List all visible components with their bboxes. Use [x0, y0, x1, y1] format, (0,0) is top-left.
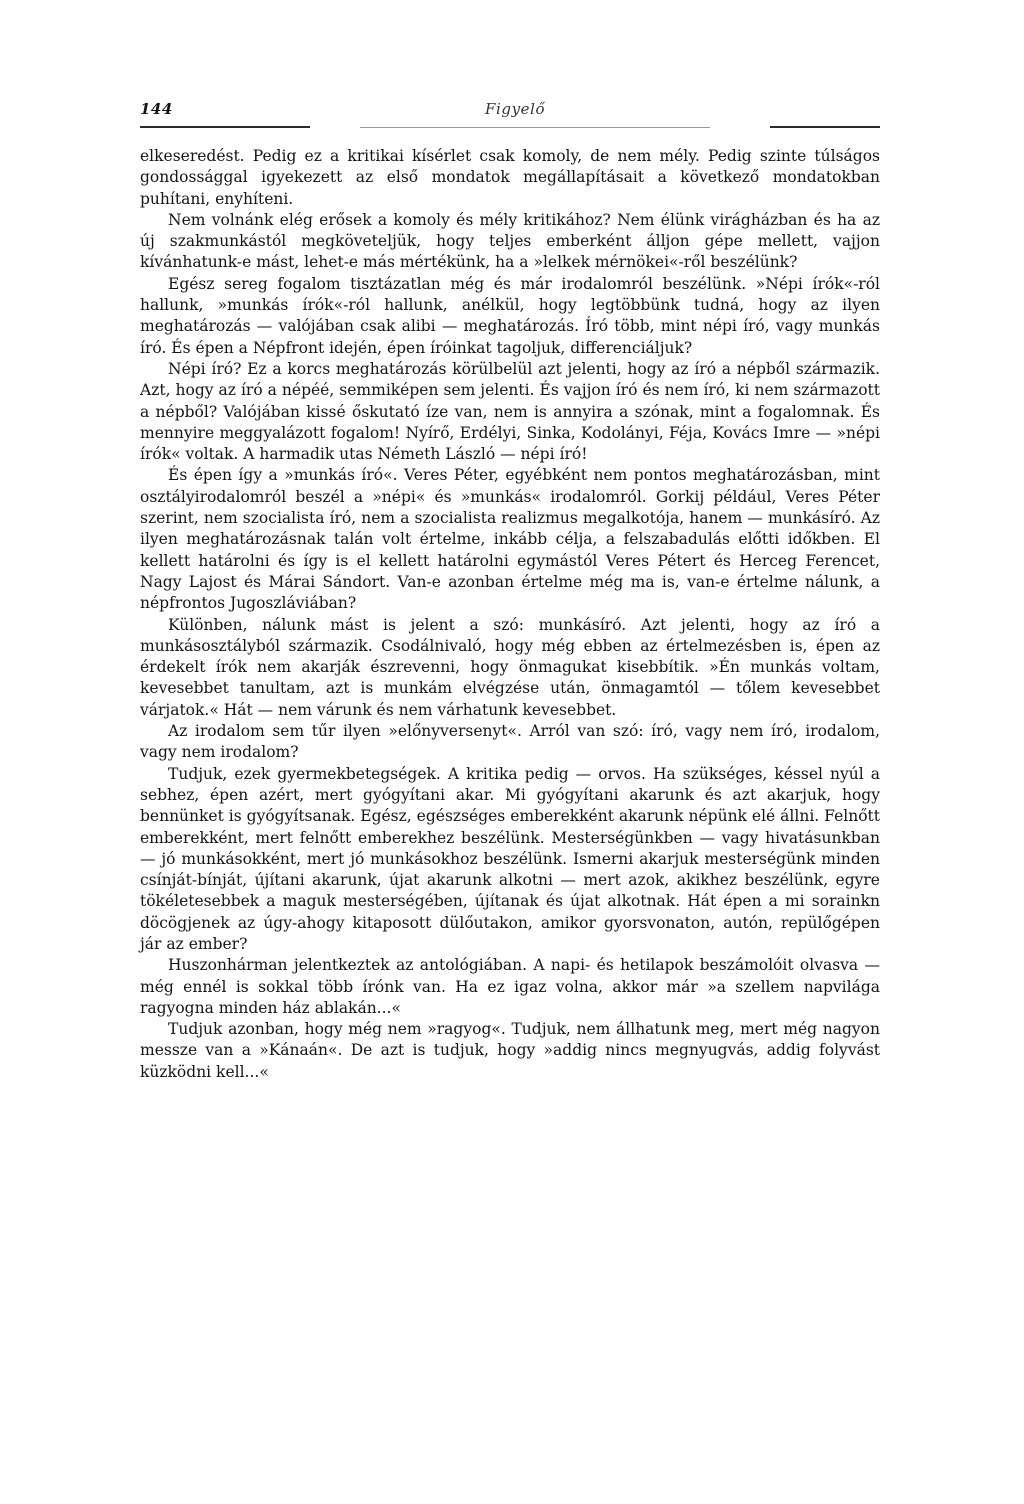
- article-body: [140, 146, 880, 1083]
- paragraph: Huszonhárman jelentkeztek az antológiában. A napi- és hetilapok beszámolóit olvasva — még ennél is sokkal több írónk van. Ha ez igaz volna, akkor már »a szellem napvilága ragyogna minden ház ablakán...«: [140, 956, 880, 1017]
- paragraph: Nem volnánk elég erősek a komoly és mély kritikához? Nem élünk virágházban és ha az új szakmunkástól megköveteljük, hogy teljes emberként álljon gépe mellett, vajjon kívánhatunk-e mást, lehet-e más mértékünk, ha a »lelkek mérnökei«-ről beszélünk?: [140, 210, 880, 272]
- paragraph: Tudjuk, ezek gyermekbetegségek. A kritika pedig — orvos. Ha szükséges, késsel nyúl a sebhez, épen azért, mert gyógyítani akar. Mi gyógyítani akarunk és azt akarjuk, hogy bennünket is gyógyítsanak. Egész, egészséges emberekként akarunk népünk elé állni. Felnőtt emberekként, mert felnőtt emberekhez beszélünk. Mesterségünkben — vagy hivatásunkban — jó munkásokként, mert jó munkásokhoz beszélünk. Ismerni akarjuk mesterségünk minden csínját-bínját, újítani akarunk, újat akarunk alkotni — mert azok, akikhez beszélünk, egyre tökéletesebbek a maguk mesterségében, újítanak és újat alkotnak. Hát épen a mi sorainkn döcögjenek az úgy-ahogy kitaposott dülőutakon, amikor gyorsvonaton, autón, repülőgépen jár az ember?: [140, 764, 880, 953]
- paragraph: És épen így a »munkás író«. Veres Péter, egyébként nem pontos meghatározásban, mint osztályirodalomról beszél a »népi« és »munkás« irodalomról. Gorkij például, Veres Péter szerint, nem szocialista író, nem a szocialista realizmus megalkotója, hanem — munkásíró. Az ilyen meghatározásnak talán volt értelme, inkább célja, a felszabadulás előtti időkben. El kellett határolni és így is el kellett határolni egymástól Veres Pétert és Herceg Ferencet, Nagy Lajost és Márai Sándort. Van-e azonban értelme még ma is, van-e értelme nálunk, a népfrontos Jugoszláviában?: [140, 466, 880, 613]
- page-number: 144: [140, 100, 173, 118]
- paragraph: Az irodalom sem tűr ilyen »előnyversenyt«. Arról van szó: író, vagy nem író, irodalom, vagy nem irodalom?: [140, 722, 880, 762]
- journal-title: Figyelő: [485, 100, 546, 118]
- running-head: [140, 100, 880, 140]
- paragraph: elkeseredést. Pedig ez a kritikai kísérlet csak komoly, de nem mély. Pedig szinte túlságos gondossággal igyekezett az első mondatok megállapításait a következő mondatokban puhítani, enyhíteni.: [140, 147, 880, 208]
- header-rule-left: [140, 126, 310, 128]
- header-rule-middle: [360, 127, 710, 128]
- paragraph: Egész sereg fogalom tisztázatlan még és már irodalomról beszélünk. »Népi írók«-ról hallunk, »munkás írók«-ról hallunk, anélkül, hogy legtöbbünk tudná, hogy az ilyen meghatározás — valójában csak alibi — meghatározás. Író több, mint népi író, vagy munkás író. És épen a Népfront idején, épen íróinkat tagoljuk, differenciáljuk?: [140, 274, 880, 357]
- paragraph: Népi író? Ez a korcs meghatározás körülbelül azt jelenti, hogy az író a népből származik. Azt, hogy az író a népéé, semmiképen sem jelenti. És vajjon író és nem író, ki nem származott a népből? Valójában kissé őskutató íze van, nem is annyira a szónak, mint a fogalomnak. És mennyire meggyalázott fogalom! Nyírő, Erdélyi, Sinka, Kodolányi, Féja, Kovács Imre — »népi írók« voltak. A harmadik utas Németh László — népi író!: [140, 359, 880, 464]
- paragraph: Tudjuk azonban, hogy még nem »ragyog«. Tudjuk, nem állhatunk meg, mert még nagyon messze van a »Kánaán«. De azt is tudjuk, hogy »addig nincs megnyugvás, addig folyvást küzködni kell...«: [140, 1020, 880, 1081]
- paragraph: Különben, nálunk mást is jelent a szó: munkásíró. Azt jelenti, hogy az író a munkásosztályból származik. Csodálnivaló, hogy még ebben az értelmezésben is, épen az érdekelt írók nem akarják észrevenni, hogy önmagukat kisebbítik. »Én munkás voltam, kevesebbet tanultam, azt is munkám elvégzése után, önmagamtól — tőlem kevesebbet várjatok.« Hát — nem várunk és nem várhatunk kevesebbet.: [140, 615, 880, 719]
- header-rule-right: [770, 126, 880, 128]
